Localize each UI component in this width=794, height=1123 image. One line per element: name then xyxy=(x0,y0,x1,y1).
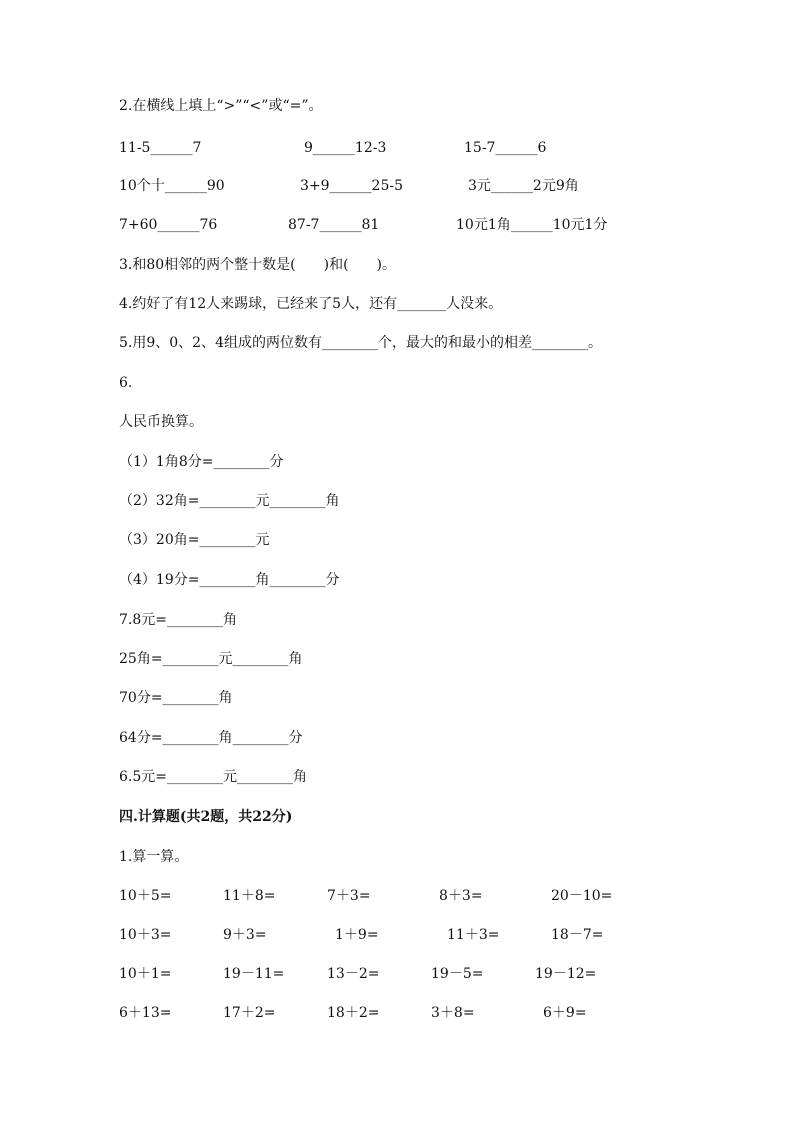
calc-r2-c4: 11＋3= xyxy=(447,927,500,943)
q6-item-2: （2）32角=________元________角 xyxy=(119,493,340,509)
calc-r1-c1: 10＋5= xyxy=(119,888,172,904)
section4-q1-title: 1.算一算。 xyxy=(119,849,189,865)
q6-item-1: （1）1角8分=________分 xyxy=(119,454,284,470)
calc-r4-c1: 6＋13= xyxy=(119,1005,172,1021)
q2-r3-c3: 10元1角______10元1分 xyxy=(456,217,608,233)
q6-item-3: （3）20角=________元 xyxy=(119,532,270,548)
q7-line-1: 7.8元=________角 xyxy=(119,612,237,628)
q2-r2-c2: 3+9______25-5 xyxy=(300,178,403,194)
calc-r2-c2: 9＋3= xyxy=(223,927,267,943)
calc-r4-c3: 18＋2= xyxy=(327,1005,380,1021)
calc-r1-c5: 20－10= xyxy=(551,888,613,904)
q7-line-5: 6.5元=________元________角 xyxy=(119,769,307,785)
calc-r2-c5: 18－7= xyxy=(551,927,604,943)
q2-r3-c2: 87-7______81 xyxy=(288,217,380,233)
calc-r2-c1: 10＋3= xyxy=(119,927,172,943)
calc-r3-c3: 13－2= xyxy=(327,966,380,982)
q2-r1-c3: 15-7______6 xyxy=(464,140,547,156)
q6-number: 6. xyxy=(119,375,133,391)
q3-text: 3.和80相邻的两个整十数是( )和( )。 xyxy=(119,257,397,273)
calc-r3-c1: 10＋1= xyxy=(119,966,172,982)
calc-r4-c4: 3＋8= xyxy=(431,1005,475,1021)
q2-r1-c2: 9______12-3 xyxy=(304,140,387,156)
calc-r4-c2: 17＋2= xyxy=(223,1005,276,1021)
q2-title: 2.在横线上填上“>”“<”或“=”。 xyxy=(119,98,323,114)
q2-r3-c1: 7+60______76 xyxy=(119,217,218,233)
q6-item-4: （4）19分=________角________分 xyxy=(119,572,340,588)
q2-r1-c1: 11-5______7 xyxy=(119,140,202,156)
q5-text: 5.用9、0、2、4组成的两位数有________个，最大的和最小的相差________。 xyxy=(119,335,602,351)
calc-r1-c4: 8＋3= xyxy=(439,888,483,904)
calc-r1-c3: 7＋3= xyxy=(327,888,371,904)
calc-r1-c2: 11＋8= xyxy=(223,888,276,904)
q2-r2-c3: 3元______2元9角 xyxy=(468,178,579,194)
q6-title: 人民币换算。 xyxy=(119,414,203,430)
q7-line-4: 64分=________角________分 xyxy=(119,730,303,746)
q2-r2-c1: 10个十______90 xyxy=(119,178,225,194)
calc-r3-c4: 19－5= xyxy=(431,966,484,982)
calc-r2-c3: 1＋9= xyxy=(335,927,379,943)
calc-r4-c5: 6＋9= xyxy=(543,1005,587,1021)
q4-text: 4.约好了有12人来踢球，已经来了5人，还有_______人没来。 xyxy=(119,296,503,312)
calc-r3-c5: 19－12= xyxy=(535,966,597,982)
calc-r3-c2: 19－11= xyxy=(223,966,285,982)
section4-title: 四.计算题(共2题，共22分) xyxy=(119,809,293,825)
q7-line-2: 25角=________元________角 xyxy=(119,651,303,667)
q7-line-3: 70分=________角 xyxy=(119,690,233,706)
